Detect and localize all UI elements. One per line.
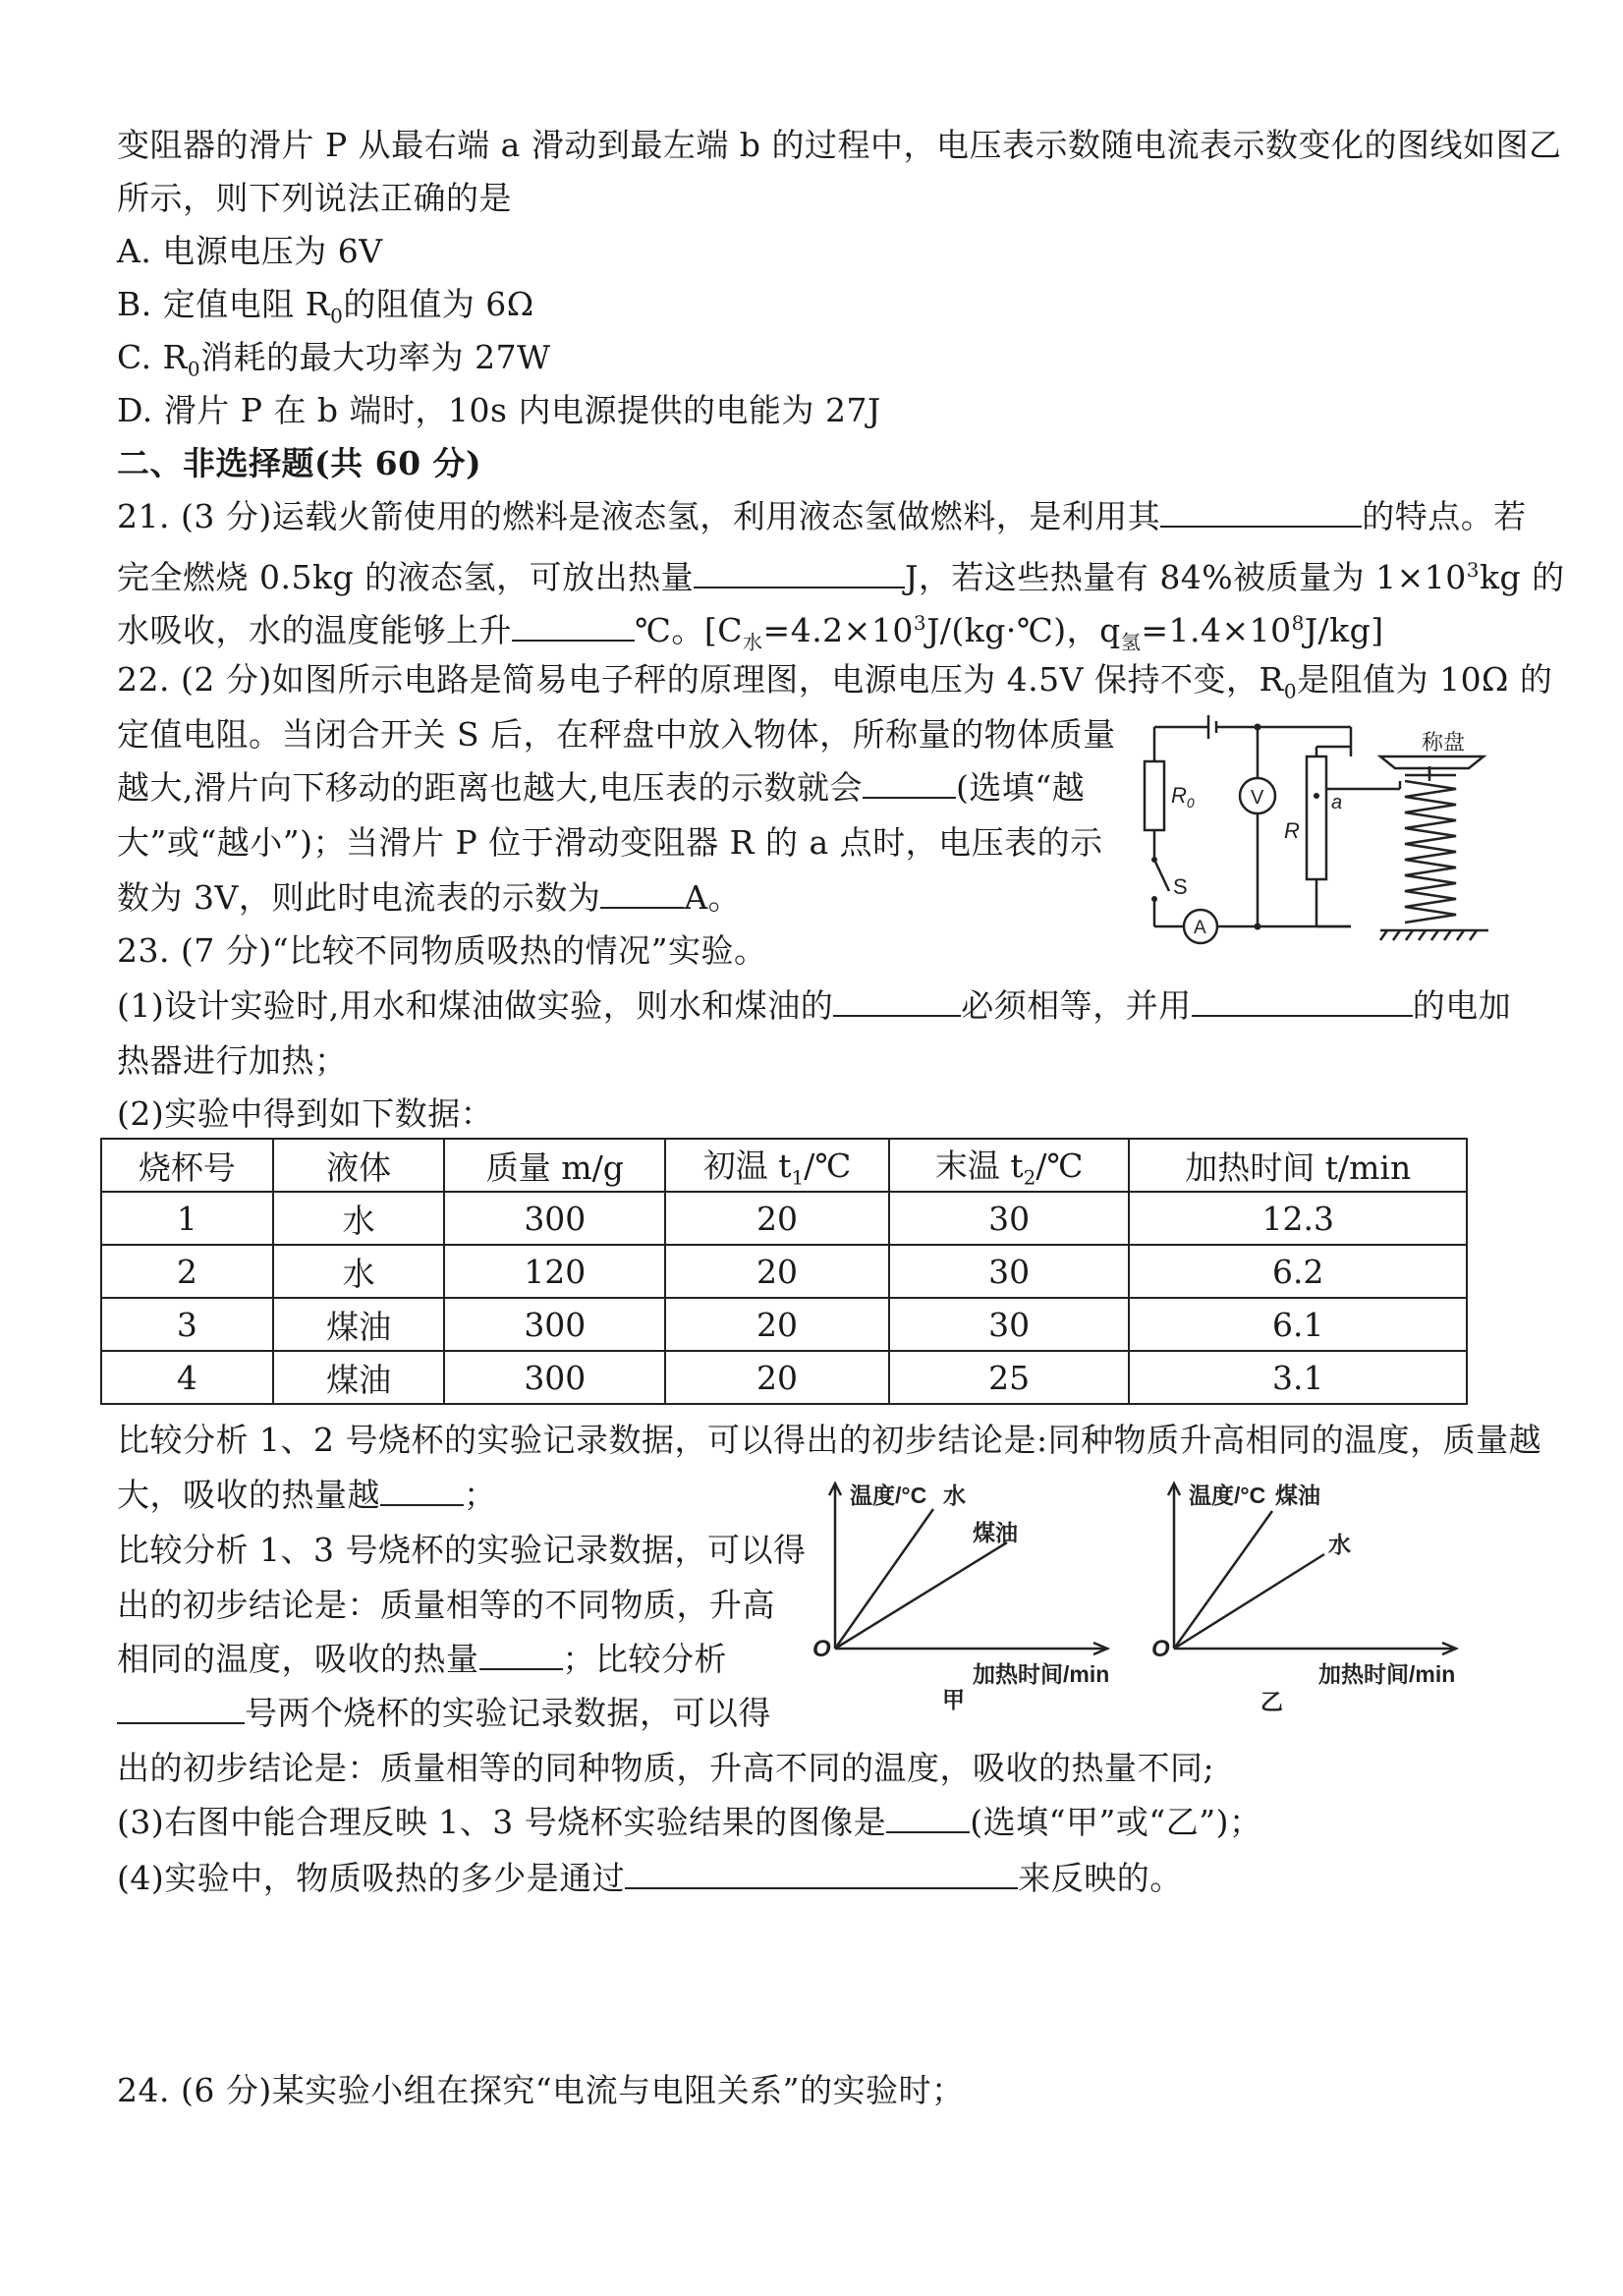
table-cell: 300 [444, 1192, 665, 1245]
answer-blank[interactable] [886, 1802, 970, 1833]
q20-stem-line: 所示，则下列说法正确的是 [117, 179, 512, 217]
answer-blank[interactable] [833, 985, 961, 1017]
graph-jia-steep-label: 水 [943, 1483, 966, 1508]
q20-option-c: C. $R_0$消耗的最大功率为 27W [117, 338, 551, 381]
graph-jia [811, 1474, 1145, 1719]
table-header: 末温 $t_2/℃$ [889, 1139, 1130, 1192]
table-cell: 20 [665, 1298, 889, 1351]
table-cell: 6.2 [1129, 1245, 1467, 1298]
table-cell: 120 [444, 1245, 665, 1298]
q22-line: 越大,滑片向下移动的距离也越大,电压表的示数就会 (选填“越 [117, 768, 1086, 807]
table-cell: 水 [273, 1245, 445, 1298]
table-cell: 1 [101, 1192, 273, 1245]
q21-line: 水吸收，水的温度能够上升 ℃。[$C_水=4.2\times 10^3J/(kg\cdot℃)$，$q_氢=1.4\times 10^8J/kg$] [117, 611, 1384, 654]
q23-title: 23. (7 分)“比较不同物质吸热的情况”实验。 [117, 931, 767, 970]
table-header-row [101, 1139, 1467, 1192]
q23-part1: (1)设计实验时,用水和煤油做实验，则水和煤油的 必须相等，并用 的电加 [117, 986, 1512, 1025]
q23-part1: 热器进行加热； [117, 1041, 348, 1080]
q20-option-a: A. 电源电压为 6V [117, 232, 383, 270]
table-header: 液体 [273, 1139, 445, 1192]
q23-conclusion: 出的初步结论是：质量相等的同种物质，升高不同的温度，吸收的热量不同; [117, 1749, 1215, 1787]
table-cell: 煤油 [273, 1298, 445, 1351]
q23-conclusion: 大，吸收的热量越 ； [117, 1476, 497, 1514]
answer-blank[interactable] [694, 557, 905, 588]
table-cell: 3.1 [1129, 1351, 1467, 1404]
table-header: 加热时间 t/min [1129, 1139, 1467, 1192]
q20-option-d: D. 滑片 P 在 b 端时，10s 内电源提供的电能为 27J [117, 391, 881, 429]
graph-yi [1149, 1474, 1483, 1719]
point-a-label: a [1331, 792, 1343, 813]
table-cell: 水 [273, 1192, 445, 1245]
ammeter-label: A [1194, 918, 1206, 938]
table-cell: 30 [889, 1192, 1130, 1245]
switch-label: S [1173, 874, 1188, 899]
r0-label: $R_0$ [1171, 783, 1195, 811]
graph-yi-ylabel: 温度/°C [1189, 1483, 1266, 1508]
graph-jia-caption: 甲 [942, 1687, 965, 1712]
q23-part2: (2)实验中得到如下数据： [117, 1094, 494, 1133]
graph-yi-caption: 乙 [1260, 1689, 1283, 1714]
pan-label: 称盘 [1422, 730, 1466, 755]
rheostat-label: R [1284, 818, 1300, 843]
table-cell: 300 [444, 1351, 665, 1404]
table-cell: 30 [889, 1298, 1130, 1351]
graph-jia-origin: O [812, 1636, 831, 1662]
table-header: 质量 m/g [444, 1139, 665, 1192]
table-cell: 6.1 [1129, 1298, 1467, 1351]
q23-conclusion: 相同的温度，吸收的热量 ；比较分析 [117, 1640, 727, 1678]
data-table [100, 1138, 1468, 1405]
table-cell: 20 [665, 1351, 889, 1404]
electronic-scale-circuit-figure [1130, 712, 1503, 953]
answer-blank[interactable] [1160, 496, 1362, 528]
q22-line: 定值电阻。当闭合开关 S 后，在秤盘中放入物体，所称量的物体质量 [117, 715, 1116, 754]
voltmeter-label: V [1251, 787, 1264, 809]
graph-jia-shallow-label: 煤油 [973, 1520, 1018, 1545]
table-row [101, 1245, 1467, 1298]
q23-conclusion: 比较分析 1、2 号烧杯的实验记录数据，可以得出的初步结论是:同种物质升高相同的温度，质量越 [117, 1421, 1542, 1459]
q21-line: 完全燃烧 0.5kg 的液态氢，可放出热量 J，若这些热量有 84%被质量为 $1\times 10^3kg$ 的 [117, 558, 1565, 596]
table-cell: 12.3 [1129, 1192, 1467, 1245]
table-row [101, 1192, 1467, 1245]
answer-blank[interactable] [512, 610, 635, 642]
q22-line: 22. (2 分)如图所示电路是简易电子秤的原理图，电源电压为 4.5V 保持不变，$R_0$是阻值为 10Ω 的 [117, 660, 1553, 703]
table-cell: 3 [101, 1298, 273, 1351]
q23-part4: (4)实验中，物质吸热的多少是通过 来反映的。 [117, 1859, 1183, 1897]
answer-blank[interactable] [479, 1639, 563, 1670]
graph-jia-ylabel: 温度/°C [850, 1483, 927, 1508]
q23-conclusion: 出的初步结论是：质量相等的不同物质，升高 [117, 1586, 775, 1624]
table-cell: 20 [665, 1245, 889, 1298]
graph-yi-origin: O [1151, 1636, 1170, 1662]
graph-jia-xlabel: 加热时间/min [973, 1661, 1110, 1687]
answer-blank[interactable] [117, 1693, 245, 1724]
q23-conclusion: 号两个烧杯的实验记录数据，可以得 [117, 1692, 771, 1735]
answer-blank[interactable] [1192, 985, 1413, 1017]
q23-part3: (3)右图中能合理反映 1、3 号烧杯实验结果的图像是 (选填“甲”或“乙”)； [117, 1803, 1262, 1841]
answer-blank[interactable] [380, 1475, 464, 1506]
table-row [101, 1351, 1467, 1404]
table-header: 烧杯号 [101, 1139, 273, 1192]
table-cell: 20 [665, 1192, 889, 1245]
graph-yi-shallow-label: 水 [1328, 1532, 1351, 1557]
q21-line: 21. (3 分)运载火箭使用的燃料是液态氢，利用液态氢做燃料，是利用其 的特点。若 [117, 497, 1527, 535]
table-cell: 30 [889, 1245, 1130, 1298]
answer-blank[interactable] [600, 877, 684, 909]
q22-line: 大”或“越小”)；当滑片 P 位于滑动变阻器 R 的 a 点时，电压表的示 [117, 823, 1103, 862]
table-header: 初温 $t_1/℃$ [665, 1139, 889, 1192]
table-cell: 4 [101, 1351, 273, 1404]
q22-line: 数为 3V，则此时电流表的示数为 A。 [117, 878, 742, 917]
q24-title: 24. (6 分)某实验小组在探究“电流与电阻关系”的实验时； [117, 2071, 965, 2109]
section-heading: 二、非选择题(共 60 分) [117, 444, 482, 482]
table-cell: 300 [444, 1298, 665, 1351]
q20-option-b: B. 定值电阻 $R_0$的阻值为 6Ω [117, 285, 534, 328]
answer-blank[interactable] [863, 767, 956, 799]
table-row [101, 1298, 1467, 1351]
table-cell: 2 [101, 1245, 273, 1298]
table-cell: 25 [889, 1351, 1130, 1404]
graph-yi-steep-label: 煤油 [1275, 1483, 1320, 1508]
graph-yi-xlabel: 加热时间/min [1318, 1661, 1456, 1687]
answer-blank[interactable] [625, 1858, 1018, 1889]
q23-conclusion: 比较分析 1、3 号烧杯的实验记录数据，可以得 [117, 1531, 807, 1569]
table-cell: 煤油 [273, 1351, 445, 1404]
q20-stem-line: 变阻器的滑片 P 从最右端 a 滑动到最左端 b 的过程中，电压表示数随电流表示数变化的图线如图乙 [117, 126, 1562, 164]
